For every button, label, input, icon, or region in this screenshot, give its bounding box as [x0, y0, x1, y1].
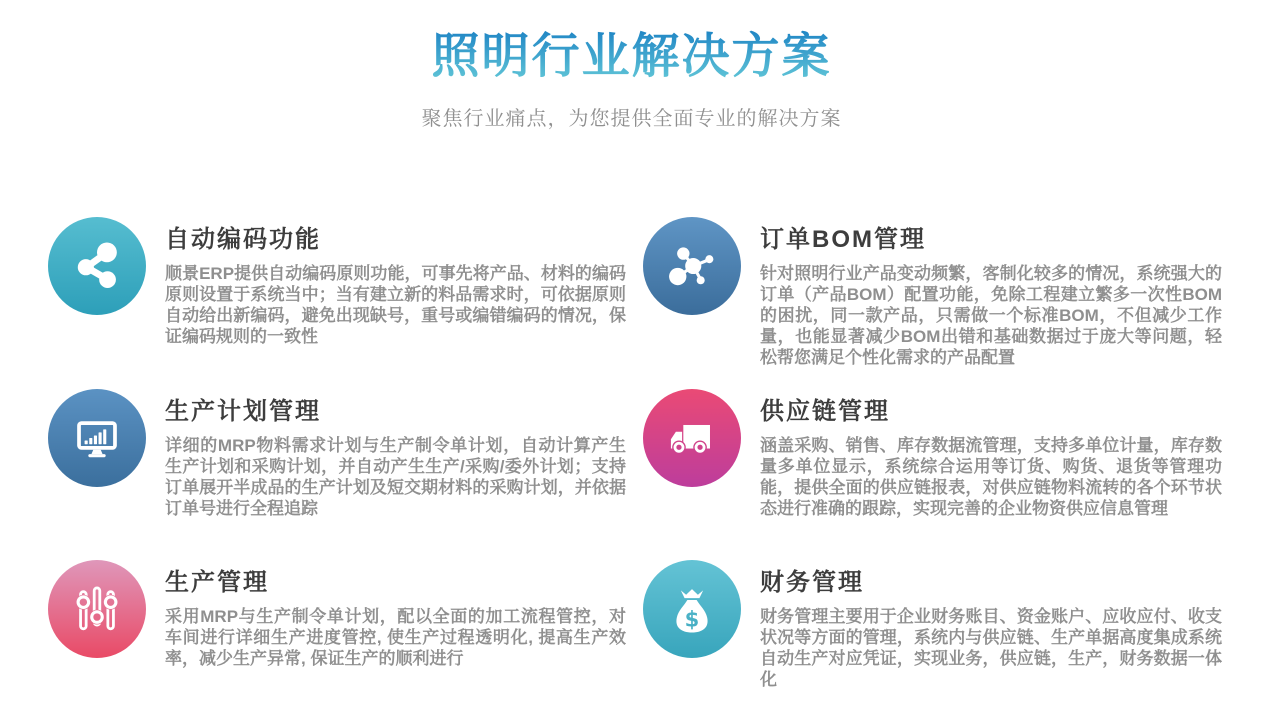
feature-supply-chain: [643, 389, 1238, 519]
feature-title: 供应链管理: [760, 398, 890, 425]
feature-production-management: [48, 560, 626, 669]
feature-description: 采用MRP与生产制令单计划，配以全面的加工流程管控，对车间进行详细生产进度管控, 使生产过程透明化, 提高生产效率，减少生产异常, 保证生产的顺利进行: [165, 607, 626, 668]
feature-description: 针对照明行业产品变动频繁，客制化较多的情况，系统强大的订单（产品BOM）配置功能，免除工程建立繁多一次性BOM的困扰，同一款产品，只需做一个标准BOM，不但减少工作量，也能显著减少BOM出错和基础数据过于庞大等问题，轻松帮您满足个性化需求的产品配置: [760, 264, 1222, 367]
page-title: 照明行业解决方案: [0, 28, 1263, 86]
feature-description: 财务管理主要用于企业财务账目、资金账户、应收应付、收支状况等方面的管理，系统内与供应链、生产单据高度集成系统自动生产对应凭证，实现业务，供应链，生产，财务数据一体化: [760, 607, 1222, 689]
feature-title: 自动编码功能: [165, 226, 321, 253]
feature-finance: [643, 560, 1238, 690]
sliders-icon: [48, 560, 146, 658]
feature-description: 详细的MRP物料需求计划与生产制令单计划，自动计算产生生产计划和采购计划，并自动产生生产/采购/委外计划；支持订单展开半成品的生产计划及短交期材料的采购计划，并依据订单号进行全程追踪: [165, 436, 626, 518]
feature-description: 顺景ERP提供自动编码原则功能，可事先将产品、材料的编码原则设置于系统当中；当有建立新的料品需求时，可依据原则自动给出新编码，避免出现缺号，重号或编错编码的情况，保证编码规则的一致性: [165, 264, 626, 346]
feature-auto-coding: [48, 217, 626, 347]
molecule-icon: [643, 217, 741, 315]
feature-title: 订单BOM管理: [760, 226, 926, 253]
money-bag-icon: [643, 560, 741, 658]
feature-title: 生产管理: [165, 569, 269, 596]
share-icon: [48, 217, 146, 315]
truck-icon: [643, 389, 741, 487]
feature-title: 生产计划管理: [165, 398, 321, 425]
feature-order-bom: [643, 217, 1238, 368]
monitor-chart-icon: [48, 389, 146, 487]
page-subtitle: 聚焦行业痛点，为您提供全面专业的解决方案: [421, 108, 842, 130]
feature-description: 涵盖采购、销售、库存数据流管理，支持多单位计量，库存数量多单位显示，系统综合运用等订货、购货、退货等管理功能，提供全面的供应链报表，对供应链物料流转的各个环节状态进行准确的跟踪，实现完善的企业物资供应信息管理: [760, 436, 1222, 518]
feature-production-planning: [48, 389, 626, 519]
feature-title: 财务管理: [760, 569, 864, 596]
